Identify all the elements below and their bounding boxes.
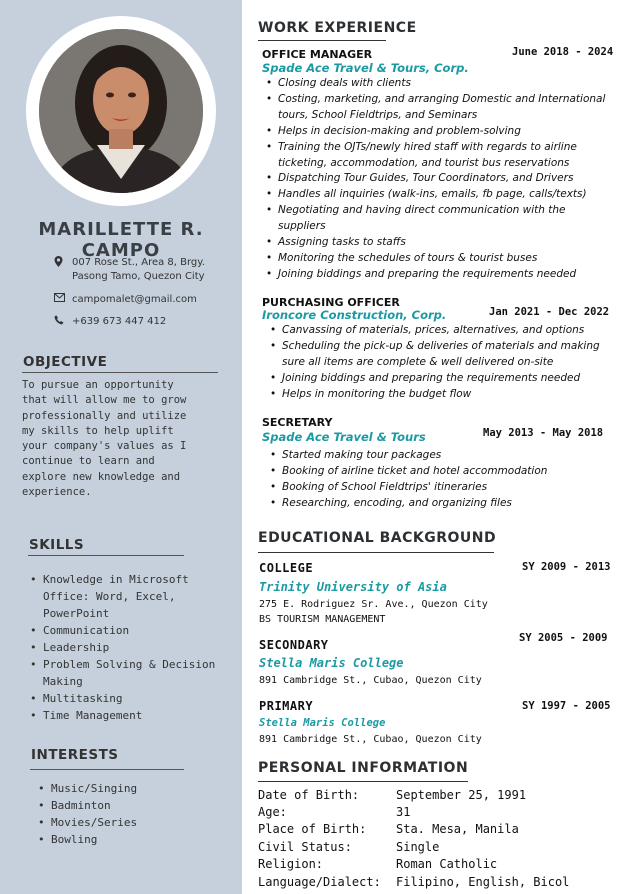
- job-bullet: • Canvassing of materials, prices, alternatives, and options: [266, 323, 600, 339]
- personal-label: Age:: [258, 805, 287, 819]
- phone: [54, 315, 166, 330]
- job-title: PURCHASING OFFICER: [262, 296, 400, 309]
- personal-heading: PERSONAL INFORMATION: [258, 760, 469, 776]
- skills-list: [30, 571, 215, 724]
- address: [54, 256, 205, 284]
- objective-line: my skills to help uplift: [22, 424, 174, 437]
- interests-list: [38, 780, 137, 848]
- job-bullet: • Training the OJTs/newly hired staff with regards to airline: [262, 140, 605, 156]
- interests-rule: [30, 769, 184, 770]
- personal-value: Roman Catholic: [396, 857, 498, 871]
- job-bullet: • Joining biddings and preparing the requirements needed: [266, 371, 600, 387]
- edu-level: PRIMARY: [259, 699, 314, 713]
- interest-item: • Badminton: [38, 797, 137, 814]
- envelope-icon: [54, 293, 72, 307]
- job-bullet: • Costing, marketing, and arranging Domestic and International: [262, 92, 605, 108]
- work-rule: [258, 40, 386, 41]
- objective-line: To pursue an opportunity: [22, 379, 174, 391]
- work-heading: WORK EXPERIENCE: [258, 20, 417, 36]
- job-bullet: suppliers: [278, 220, 326, 233]
- personal-value: Single: [396, 840, 440, 854]
- edu-detail: BS TOURISM MANAGEMENT: [259, 614, 386, 625]
- edu-level: SECONDARY: [259, 638, 329, 652]
- email: [54, 293, 197, 307]
- job-bullet: • Dispatching Tour Guides, Tour Coordinators, and Drivers: [262, 171, 605, 187]
- personal-label: Religion:: [258, 857, 324, 871]
- objective-line: continue to learn and: [22, 455, 155, 468]
- objective-line: explore new knowledge and: [22, 470, 181, 483]
- location-pin-icon: [54, 256, 72, 284]
- job-bullet: • Scheduling the pick-up & deliveries of materials and making: [266, 339, 600, 355]
- job-bullet: • Booking of School Fieldtrips' itineraries: [266, 480, 547, 496]
- edu-dates: SY 2005 - 2009: [519, 632, 608, 644]
- personal-value: Filipino, English, Bicol: [396, 875, 570, 889]
- job-bullets: [262, 76, 605, 283]
- phone-text: +639 673 447 412: [72, 316, 167, 327]
- personal-value: Sta. Mesa, Manila: [396, 822, 519, 836]
- edu-detail: 891 Cambridge St., Cubao, Quezon City: [259, 734, 482, 745]
- phone-icon: [54, 315, 72, 330]
- interest-item: • Movies/Series: [38, 814, 137, 831]
- education-heading: EDUCATIONAL BACKGROUND: [258, 530, 497, 546]
- job-dates: Jan 2021 - Dec 2022: [489, 306, 610, 318]
- personal-row: [258, 788, 526, 802]
- job-bullet: • Negotiating and having direct communication with the: [262, 203, 605, 219]
- personal-rule: [258, 781, 468, 782]
- candidate-name: MARILLETTE R. CAMPO: [38, 219, 204, 261]
- job-bullet: • Monitoring the schedules of tours & tourist buses: [262, 251, 605, 267]
- personal-value: 31: [396, 805, 411, 819]
- skill-item: Making: [43, 675, 83, 688]
- email-text: campomalet@gmail.com: [72, 294, 197, 305]
- interest-item: • Bowling: [38, 831, 137, 848]
- education-rule: [258, 552, 494, 553]
- edu-school: Stella Maris College: [259, 717, 386, 729]
- personal-row: [258, 840, 439, 854]
- job-bullets: [266, 448, 547, 512]
- job-bullet: • Assigning tasks to staffs: [262, 235, 605, 251]
- skill-item: • Communication: [30, 622, 215, 639]
- edu-school: Trinity University of Asia: [259, 580, 447, 594]
- personal-label: Civil Status:: [258, 840, 352, 854]
- job-title: SECRETARY: [262, 416, 333, 429]
- objective-heading: OBJECTIVE: [23, 354, 108, 370]
- address-line-2: Pasong Tamo, Quezon City: [72, 271, 205, 282]
- edu-school: Stella Maris College: [259, 656, 404, 670]
- personal-row: [258, 822, 519, 836]
- edu-dates: SY 1997 - 2005: [522, 700, 611, 712]
- job-bullet: • Researching, encoding, and organizing files: [266, 496, 547, 512]
- skill-item: PowerPoint: [43, 607, 110, 620]
- objective-line: that will allow me to grow: [22, 394, 187, 407]
- skills-rule: [28, 555, 184, 556]
- skill-item: • Time Management: [30, 707, 215, 724]
- edu-level: COLLEGE: [259, 561, 314, 575]
- job-dates: May 2013 - May 2018: [483, 427, 604, 439]
- job-bullet: tours, School Fieldtrips, and Seminars: [278, 108, 478, 121]
- objective-line: experience.: [22, 486, 92, 499]
- interests-heading: INTERESTS: [31, 747, 119, 763]
- job-bullet: • Closing deals with clients: [262, 76, 605, 92]
- job-bullet: • Helps in decision-making and problem-solving: [262, 124, 605, 140]
- job-company: Spade Ace Travel & Tours, Corp.: [262, 61, 469, 75]
- job-bullet: • Handles all inquiries (walk-ins, emails, fb page, calls/texts): [262, 187, 605, 203]
- skills-heading: SKILLS: [29, 537, 85, 553]
- personal-value: September 25, 1991: [396, 788, 527, 802]
- skill-item: • Leadership: [30, 639, 215, 656]
- personal-row: [258, 875, 569, 889]
- personal-label: Place of Birth:: [258, 822, 367, 836]
- objective-line: your company's values as I: [22, 440, 187, 453]
- job-bullet: • Started making tour packages: [266, 448, 547, 464]
- job-bullet: ticketing, accommodation, and tourist bus reservations: [278, 156, 570, 169]
- job-bullets: [266, 323, 600, 403]
- job-bullet: sure all items are complete & well delivered on-site: [282, 355, 554, 368]
- personal-row: [258, 857, 497, 871]
- objective-rule: [22, 372, 218, 373]
- objective-line: professionally and utilize: [22, 409, 187, 422]
- skill-item: • Problem Solving & Decision: [30, 656, 215, 673]
- skill-item: Office: Word, Excel,: [43, 590, 176, 603]
- personal-label: Language/Dialect:: [258, 875, 381, 889]
- skill-item: • Knowledge in Microsoft: [30, 571, 215, 588]
- job-bullet: • Booking of airline ticket and hotel accommodation: [266, 464, 547, 480]
- personal-row: [258, 805, 410, 819]
- job-dates: June 2018 - 2024: [512, 46, 614, 58]
- edu-dates: SY 2009 - 2013: [522, 561, 611, 573]
- skill-item: • Multitasking: [30, 690, 215, 707]
- address-line-1: 007 Rose St., Area 8, Brgy.: [72, 257, 205, 268]
- profile-photo: [39, 29, 203, 193]
- job-company: Spade Ace Travel & Tours: [262, 430, 426, 444]
- job-bullet: • Joining biddings and preparing the requirements needed: [262, 267, 605, 283]
- job-company: Ironcore Construction, Corp.: [262, 308, 447, 322]
- objective-text: [22, 378, 227, 500]
- interest-item: • Music/Singing: [38, 780, 137, 797]
- personal-label: Date of Birth:: [258, 788, 360, 802]
- edu-detail: 891 Cambridge St., Cubao, Quezon City: [259, 675, 482, 686]
- job-bullet: • Helps in monitoring the budget flow: [266, 387, 600, 403]
- edu-detail: 275 E. Rodriguez Sr. Ave., Quezon City: [259, 599, 488, 610]
- job-title: OFFICE MANAGER: [262, 48, 373, 61]
- profile-photo-frame: [26, 16, 216, 206]
